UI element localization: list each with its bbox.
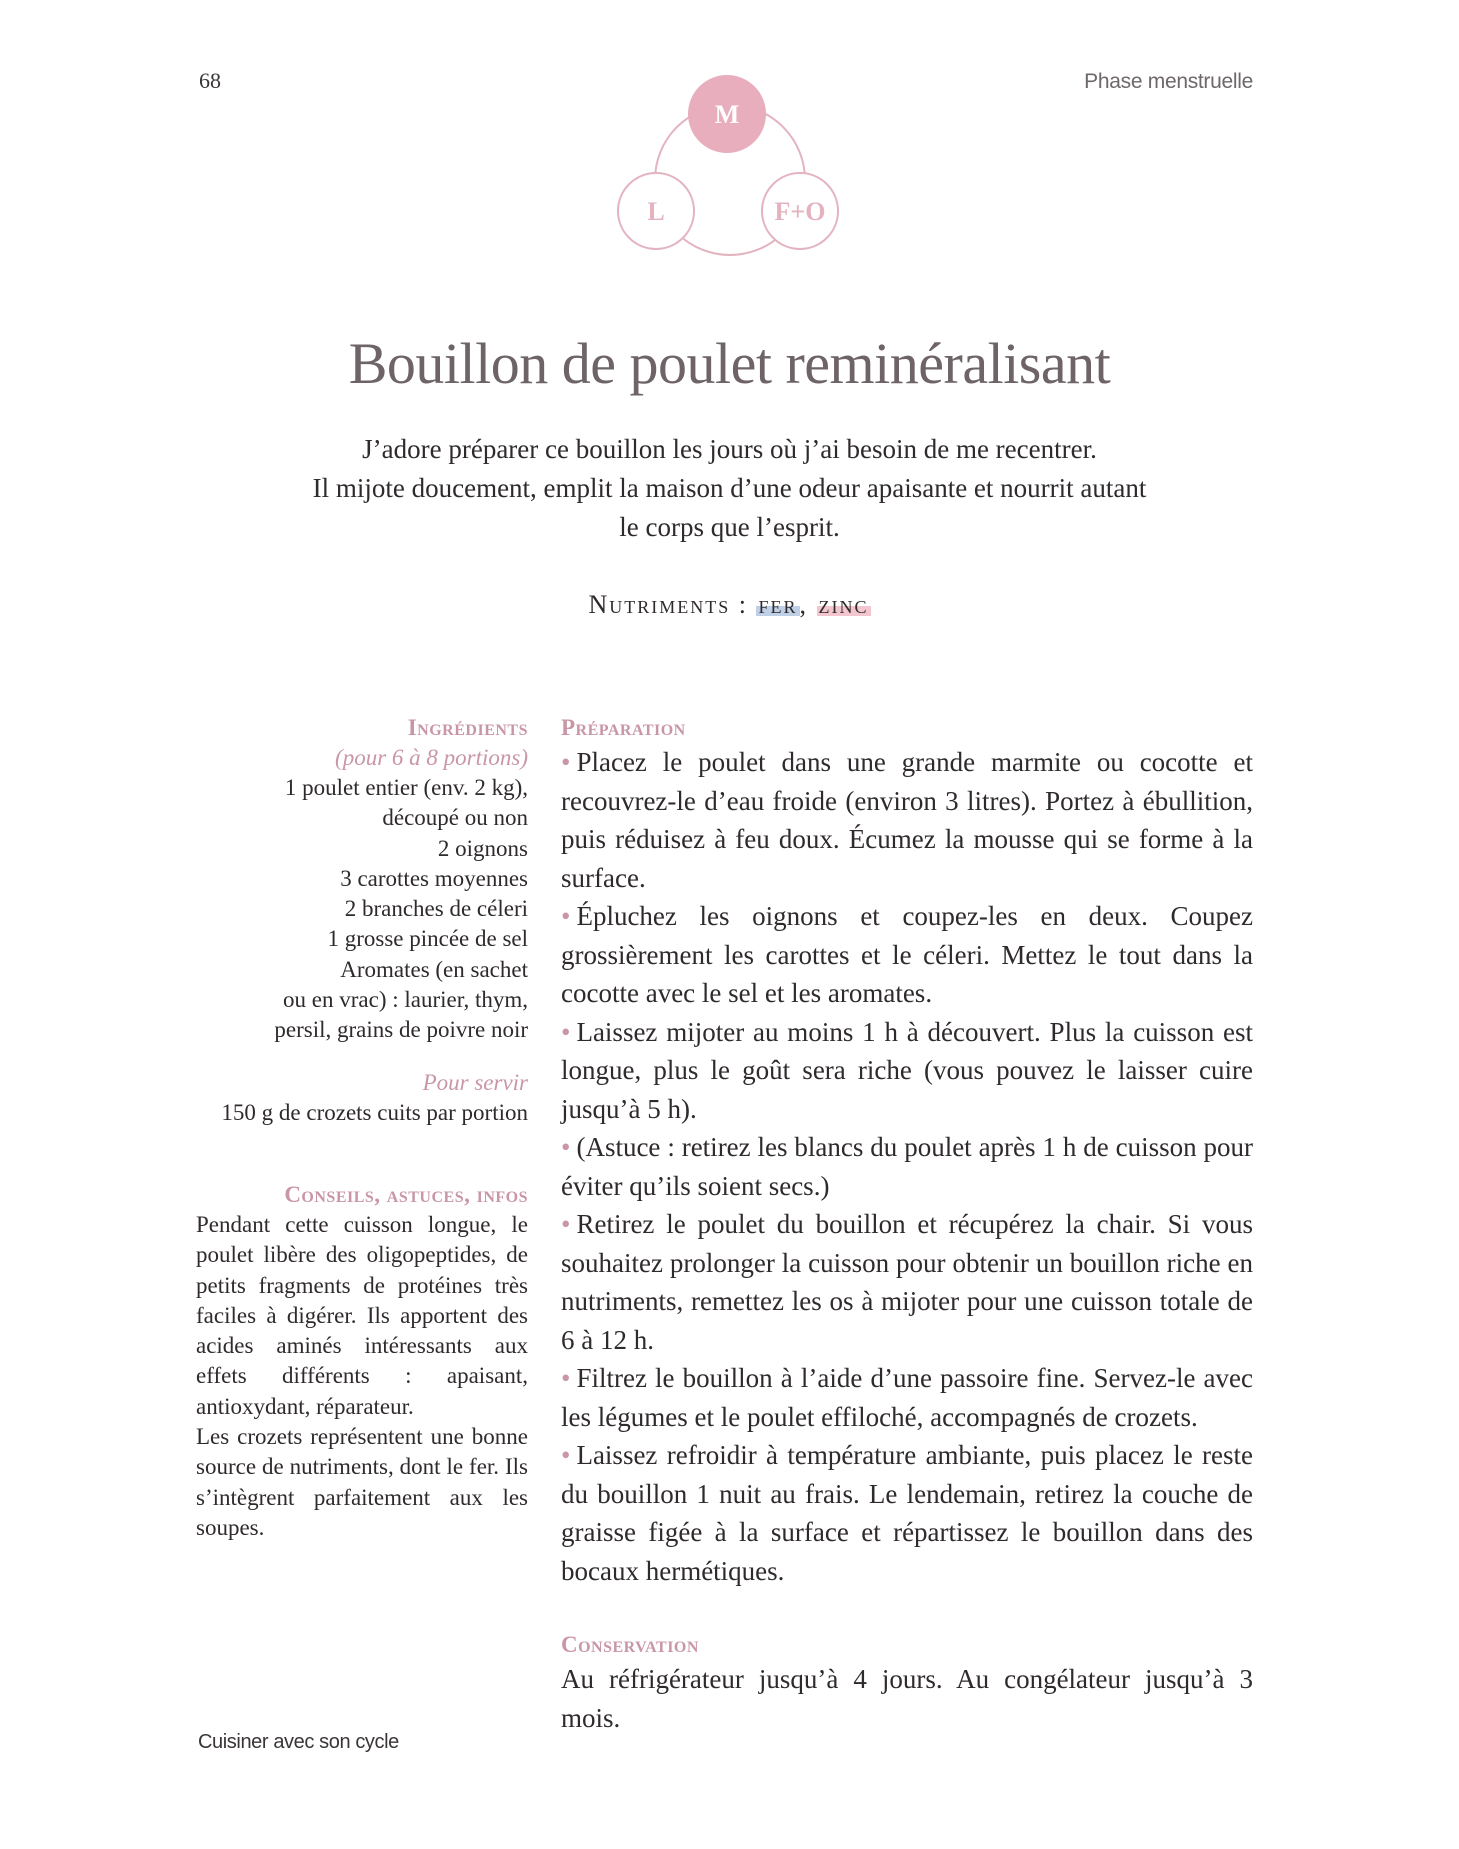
phase-cycle-diagram	[610, 70, 850, 270]
preparation-step	[561, 1128, 1253, 1205]
ingredient-item: 1 grosse pincée de sel	[327, 926, 528, 952]
preparation-step	[561, 1436, 1253, 1590]
nutrient-separator: ,	[799, 590, 817, 619]
step-text: Laissez mijoter au moins 1 h à découvert. Plus la cuisson est longue, plus le goût sera riche (vous pouvez le laisser cuire jusqu’à 5 h).	[561, 1016, 1253, 1124]
nutrient-tag-zinc: zinc	[818, 590, 869, 619]
tips-paragraph: Pendant cette cuisson longue, le poulet libère des oligopeptides, de petits fragments de protéines très faciles à digérer. Ils apportent des acides aminés intéressants aux effets différents : apaisant, antioxydant, réparateur.	[196, 1211, 528, 1419]
bullet-icon: •	[561, 1132, 571, 1162]
phase-label-l: L	[647, 197, 665, 226]
tips-paragraph: Les crozets représentent une bonne source de nutriments, dont le fer. Ils s’intègrent parfaitement aux les soupes.	[196, 1424, 528, 1540]
recipe-title: Bouillon de poulet reminéralisant	[348, 331, 1111, 396]
preparation-step	[561, 1359, 1253, 1436]
ingredients-column	[196, 713, 528, 1543]
tips-heading: Conseils, astuces, infos	[284, 1181, 528, 1207]
nutrient-tag-fer: fer	[758, 590, 798, 619]
phase-label-m: M	[714, 100, 740, 129]
bullet-icon: •	[561, 1016, 571, 1047]
footer-book-title: Cuisiner avec son cycle	[198, 1731, 399, 1753]
serving-heading: Pour servir	[422, 1069, 528, 1095]
bullet-icon: •	[561, 1440, 571, 1470]
step-text: Épluchez les oignons et coupez-les en deux. Coupez grossièrement les carottes et le céleri. Mettez le tout dans la cocotte avec le sel et les aromates.	[561, 901, 1253, 1008]
ingredients-heading: Ingrédients	[407, 715, 528, 740]
intro-line: J’adore préparer ce bouillon les jours où j’ai besoin de me recentrer.	[362, 434, 1097, 464]
bullet-icon: •	[561, 1209, 571, 1239]
serving-item: 150 g de crozets cuits par portion	[221, 1099, 528, 1125]
tips-block	[196, 1180, 528, 1543]
preparation-step	[561, 1205, 1253, 1359]
serving-block	[196, 1068, 528, 1128]
ingredient-item: ou en vrac) : laurier, thym,	[283, 987, 528, 1013]
ingredient-item: découpé ou non	[382, 805, 528, 831]
nutrients-label: Nutriments :	[588, 590, 748, 619]
ingredient-item: persil, grains de poivre noir	[274, 1017, 528, 1043]
preparation-heading: Préparation	[561, 715, 686, 740]
page-number: 68	[199, 68, 221, 93]
bullet-icon: •	[561, 1363, 571, 1393]
running-head: Phase menstruelle	[1084, 70, 1253, 93]
ingredient-item: Aromates (en sachet	[340, 956, 528, 982]
preparation-step	[561, 1013, 1253, 1129]
portions-note: (pour 6 à 8 portions)	[335, 745, 528, 770]
intro-line: le corps que l’esprit.	[619, 512, 840, 542]
conservation-heading: Conservation	[561, 1632, 699, 1657]
step-text: Retirez le poulet du bouillon et récupérez la chair. Si vous souhaitez prolonger la cuisson pour obtenir un bouillon riche en nutriments, remettez les os à mijoter pour une cuisson totale de 6 à 12 h.	[561, 1209, 1253, 1355]
intro-line: Il mijote doucement, emplit la maison d’une odeur apaisante et nourrit autant	[312, 473, 1147, 503]
ingredient-item: 2 branches de céleri	[344, 896, 528, 922]
phase-label-fo: F+O	[774, 197, 826, 226]
ingredient-item: 2 oignons	[437, 835, 528, 861]
recipe-intro	[200, 430, 1259, 547]
preparation-step	[561, 897, 1253, 1013]
nutrients-line	[0, 590, 1459, 620]
step-text: Placez le poulet dans une grande marmite ou cocotte et recouvrez-le d’eau froide (environ 3 litres). Portez à ébullition, puis réduisez à feu doux. Écumez la mousse qui se forme à la surface.	[561, 747, 1253, 893]
bullet-icon: •	[561, 901, 571, 931]
ingredient-item: 3 carottes moyennes	[340, 865, 528, 891]
bullet-icon: •	[561, 747, 571, 777]
conservation-text: Au réfrigérateur jusqu’à 4 jours. Au congélateur jusqu’à 3 mois.	[561, 1664, 1253, 1733]
preparation-column	[561, 713, 1253, 1737]
step-text: (Astuce : retirez les blancs du poulet après 1 h de cuisson pour éviter qu’ils soient secs.)	[561, 1132, 1253, 1201]
preparation-step	[561, 743, 1253, 897]
ingredient-item: 1 poulet entier (env. 2 kg),	[284, 775, 528, 800]
conservation-block	[561, 1630, 1253, 1737]
step-text: Laissez refroidir à température ambiante, puis placez le reste du bouillon 1 nuit au frais. Le lendemain, retirez la couche de graisse figée à la surface et répartissez le bouillon dans des bocaux hermétiques.	[561, 1440, 1253, 1586]
ingredients-list	[196, 773, 528, 1046]
step-text: Filtrez le bouillon à l’aide d’une passoire fine. Servez-le avec les légumes et le poulet effiloché, accompagnés de crozets.	[561, 1363, 1253, 1432]
